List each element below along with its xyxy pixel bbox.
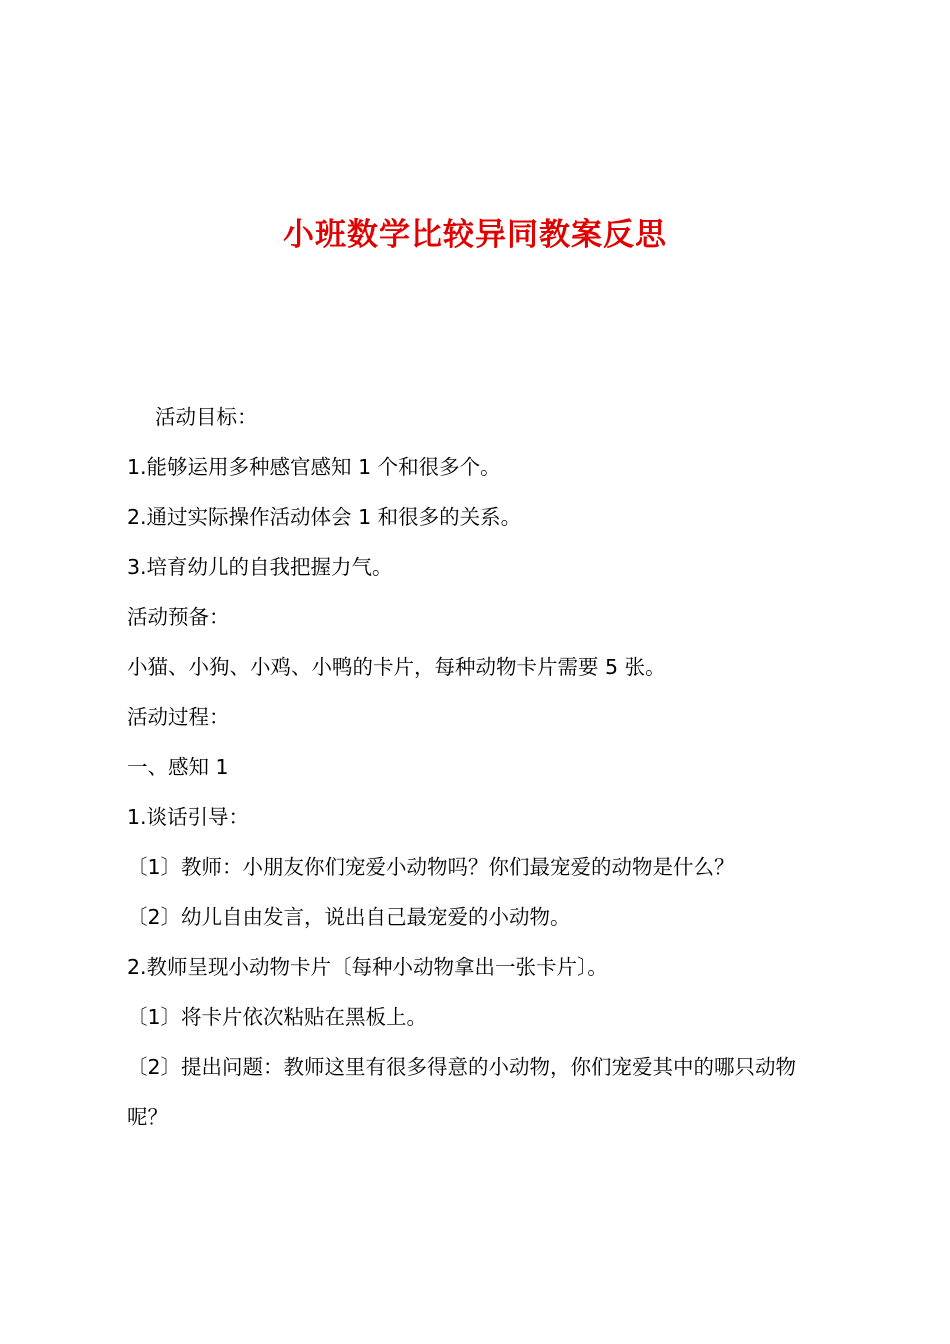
goal-item-2: 2.通过实际操作活动体会 1 和很多的关系。 [127,505,522,529]
process-part-1-heading: 一、感知 1 [127,755,229,779]
goal-item-1: 1.能够运用多种感官感知 1 个和很多个。 [127,455,501,479]
section-heading-goals: 活动目标： [155,405,258,429]
document-title: 小班数学比较异同教案反思 [283,217,667,253]
process-substep-1-2: 〔2〕幼儿自由发言，说出自己最宠爱的小动物。 [127,905,571,929]
preparation-text: 小猫、小狗、小鸡、小鸭的卡片，每种动物卡片需要 5 张。 [127,655,666,679]
goal-item-3: 3.培育幼儿的自我把握力气。 [127,555,393,579]
process-substep-2-2: 〔2〕提出问题：教师这里有很多得意的小动物，你们宠爱其中的哪只动物呢？ [127,1055,797,1129]
process-step-1: 1.谈话引导： [127,805,250,829]
section-heading-process: 活动过程： [127,705,230,729]
process-substep-1-1: 〔1〕教师：小朋友你们宠爱小动物吗？你们最宠爱的动物是什么？ [127,855,735,879]
process-step-2: 2.教师呈现小动物卡片〔每种小动物拿出一张卡片〕。 [127,955,608,979]
process-substep-2-1: 〔1〕将卡片依次粘贴在黑板上。 [127,1005,428,1029]
section-heading-preparation: 活动预备： [127,605,230,629]
document-body [127,392,837,1142]
